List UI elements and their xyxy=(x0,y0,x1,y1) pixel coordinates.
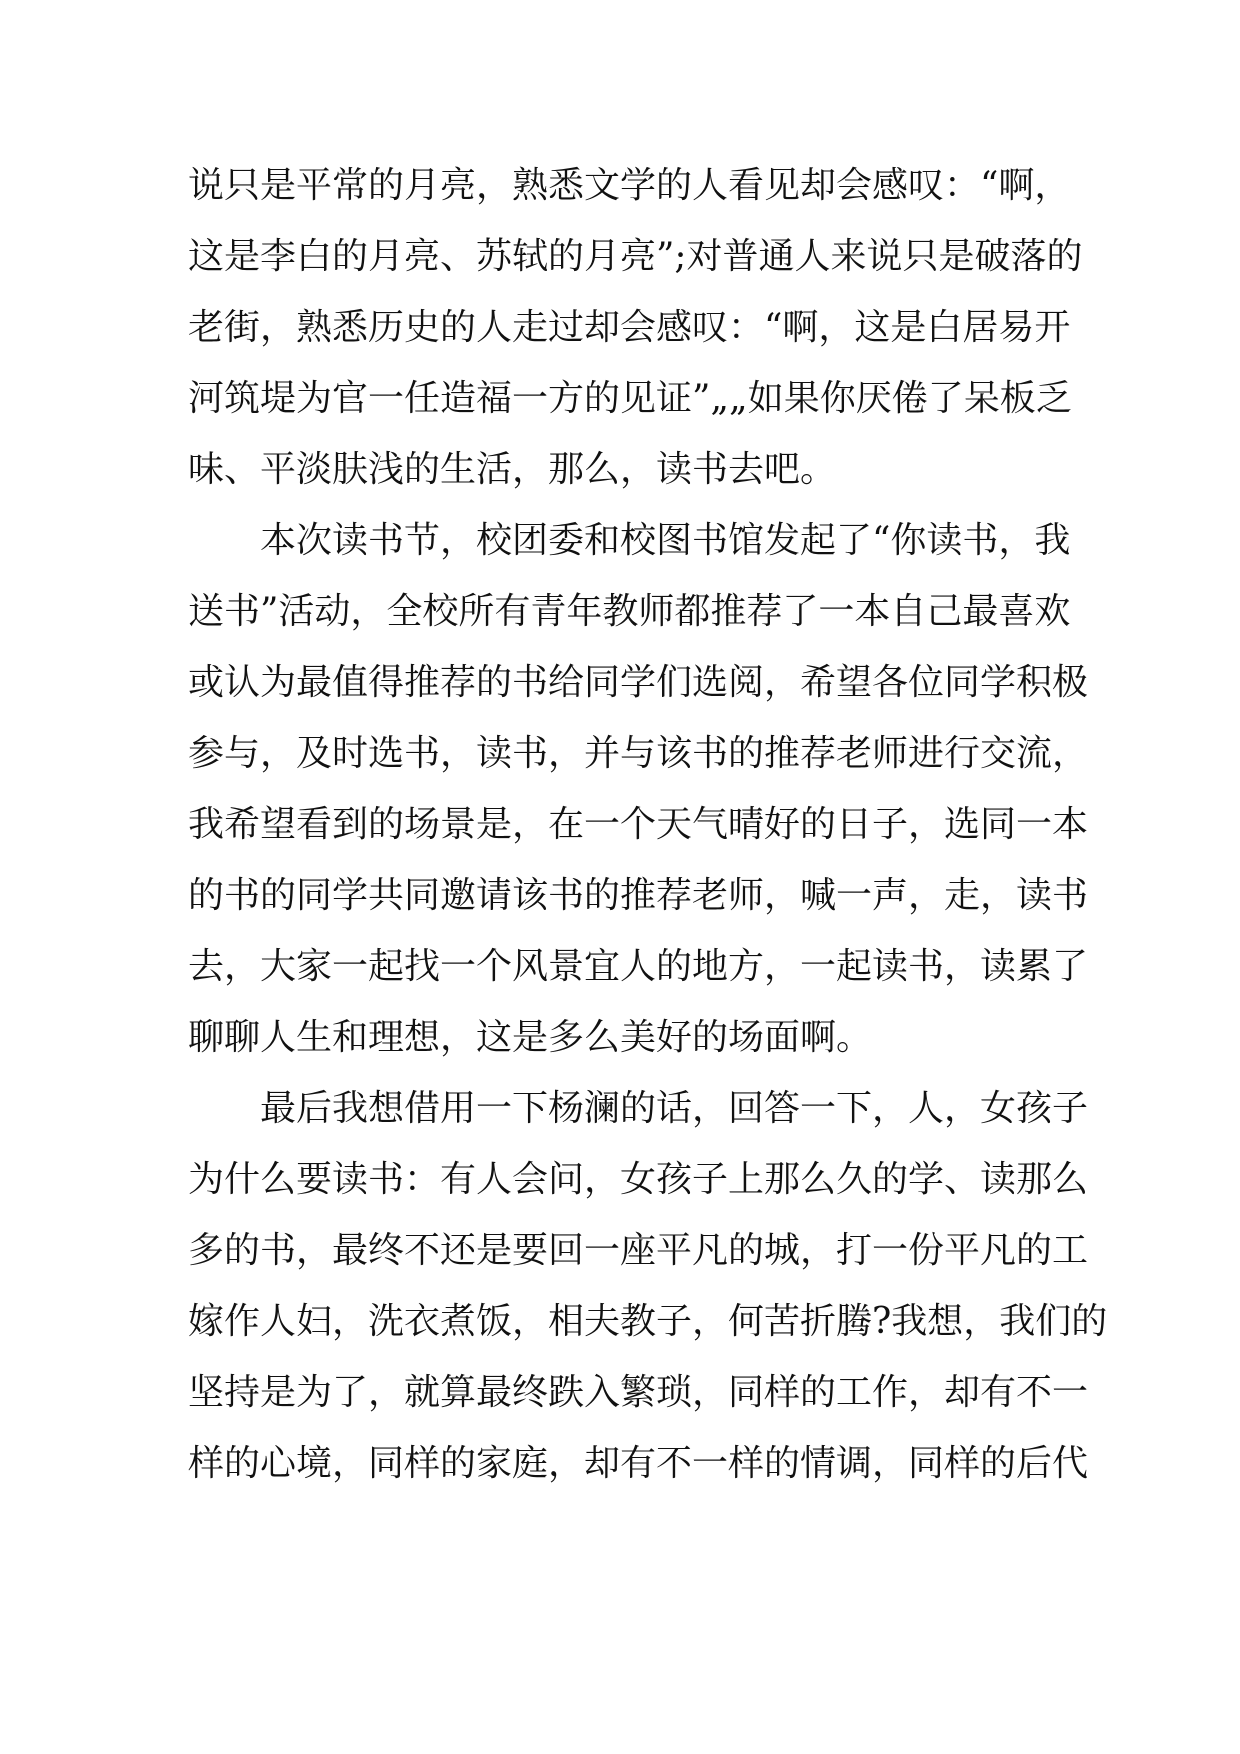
paragraph-2-line-2: 送书”活动，全校所有青年教师都推荐了一本自己最喜欢 xyxy=(188,591,1071,632)
paragraph-2-line-1: 本次读书节，校团委和校图书馆发起了“你读书，我 xyxy=(260,520,1071,561)
paragraph-3-line-1: 最后我想借用一下杨澜的话，回答一下，人，女孩子 xyxy=(260,1088,1089,1129)
paragraph-1-line-1: 说只是平常的月亮，熟悉文学的人看见却会感叹：“啊， xyxy=(188,165,1071,206)
paragraph-2-line-6: 的书的同学共同邀请该书的推荐老师，喊一声，走，读书 xyxy=(188,875,1089,916)
paragraph-3-line-3: 多的书，最终不还是要回一座平凡的城，打一份平凡的工 xyxy=(188,1230,1089,1271)
paragraph-2-line-4: 参与，及时选书，读书，并与该书的推荐老师进行交流， xyxy=(188,733,1089,774)
paragraph-2-line-8: 聊聊人生和理想，这是多么美好的场面啊。 xyxy=(188,1017,873,1058)
paragraph-1-line-2: 这是李白的月亮、苏轼的月亮”;对普通人来说只是破落的 xyxy=(188,236,1083,277)
paragraph-2-line-5: 我希望看到的场景是，在一个天气晴好的日子，选同一本 xyxy=(188,804,1089,845)
paragraph-1-line-5: 味、平淡肤浅的生活，那么，读书去吧。 xyxy=(188,449,837,490)
paragraph-1-line-3: 老街，熟悉历史的人走过却会感叹：“啊，这是白居易开 xyxy=(188,307,1071,348)
body-text xyxy=(188,150,1108,1499)
paragraph-3-line-6: 样的心境，同样的家庭，却有不一样的情调，同样的后代 xyxy=(188,1443,1089,1484)
paragraph-2-line-7: 去，大家一起找一个风景宜人的地方，一起读书，读累了 xyxy=(188,946,1089,987)
paragraph-3-line-5: 坚持是为了，就算最终跌入繁琐，同样的工作，却有不一 xyxy=(188,1372,1089,1413)
paragraph-3-line-2: 为什么要读书：有人会问，女孩子上那么久的学、读那么 xyxy=(188,1159,1089,1200)
paragraph-1-line-4: 河筑堤为官一任造福一方的见证”„„如果你厌倦了呆板乏 xyxy=(188,378,1072,419)
paragraph-2-line-3: 或认为最值得推荐的书给同学们选阅，希望各位同学积极 xyxy=(188,662,1089,703)
paragraph-3-line-4: 嫁作人妇，洗衣煮饭，相夫教子，何苦折腾?我想，我们的 xyxy=(188,1301,1108,1342)
